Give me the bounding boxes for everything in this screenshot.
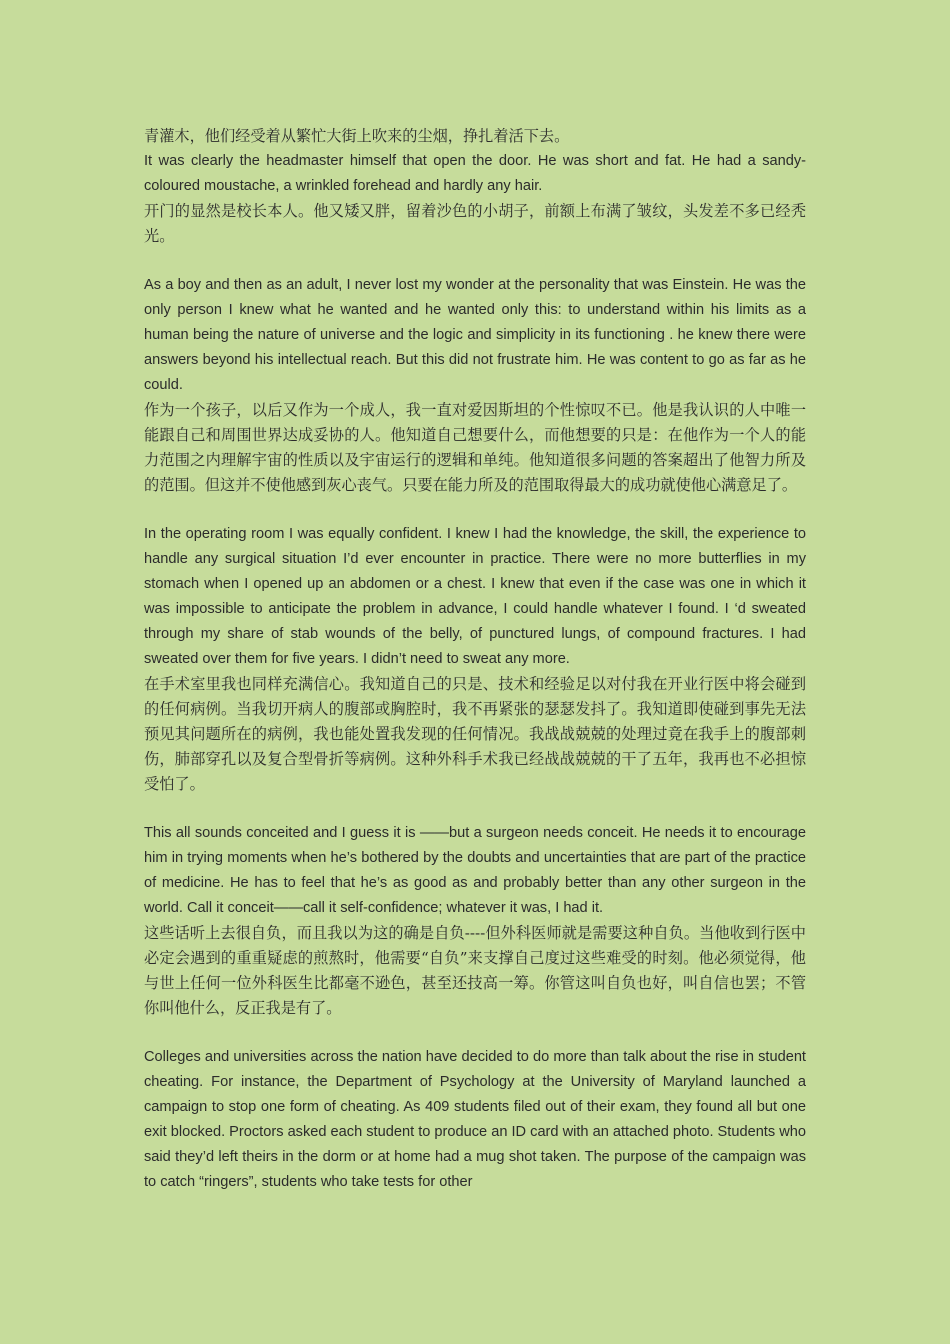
english-paragraph: This all sounds conceited and I guess it is ——but a surgeon needs conceit. He needs it to encourage him in trying moments when he’s bothered by the doubts and uncertainties that are part of the practice of medicine. He has to feel that he’s as good as and probably better than any other surgeon in the world. Call it conceit——call it self-confidence; whatever it was, I had it. (144, 825, 806, 916)
passage-cheating (144, 1045, 806, 1195)
passage-conceit (144, 821, 806, 1021)
english-paragraph: Colleges and universities across the nation have decided to do more than talk about the rise in student cheating. For instance, the Department of Psychology at the University of Maryland launched a campaign to stop one form of cheating. As 409 students filed out of their exam, they found all but one exit blocked. Proctors asked each student to produce an ID card with an attached photo. Students who said they’d left theirs in the dorm or at home had a mug shot taken. The purpose of the campaign was to catch “ringers”, students who take tests for other (144, 1049, 806, 1190)
chinese-translation: 作为一个孩子，以后又作为一个成人，我一直对爱因斯坦的个性惊叹不已。他是我认识的人中唯一能跟自己和周围世界达成妥协的人。他知道自己想要什么，而他想要的只是：在他作为一个人的能力范围之内理解宇宙的性质以及宇宙运行的逻辑和单纯。他知道很多问题的答案超出了他智力所及的范围。但这并不使他感到灰心丧气。只要在能力所及的范围取得最大的成功就使他心满意足了。 (144, 401, 806, 494)
english-paragraph: It was clearly the headmaster himself that open the door. He was short and fat. He had a sandy-coloured moustache, a wrinkled forehead and hardly any hair. (144, 153, 806, 194)
chinese-paragraph-fragment: 青灌木，他们经受着从繁忙大街上吹来的尘烟，挣扎着活下去。 (144, 127, 570, 145)
document-page (144, 124, 806, 1219)
passage-einstein (144, 273, 806, 498)
chinese-translation: 在手术室里我也同样充满信心。我知道自己的只是、技术和经验足以对付我在开业行医中将会碰到的任何病例。当我切开病人的腹部或胸腔时，我不再紧张的瑟瑟发抖了。我知道即使碰到事先无法预见其问题所在的病例，我也能处置我发现的任何情况。我战战兢兢的处理过竟在我手上的腹部刺伤，肺部穿孔以及复合型骨折等病例。这种外科手术我已经战战兢兢的干了五年，我再也不必担惊受怕了。 (144, 675, 806, 793)
passage-operating-room (144, 522, 806, 797)
english-paragraph: As a boy and then as an adult, I never lost my wonder at the personality that was Einstein. He was the only person I knew what he wanted and he wanted only this: to understand within his limits as a human being the nature of universe and the logic and simplicity in its functioning . he knew there were answers beyond his intellectual reach. But this did not frustrate him. He was content to go as far as he could. (144, 277, 806, 393)
chinese-translation: 这些话听上去很自负，而且我以为这的确是自负----但外科医师就是需要这种自负。当他收到行医中必定会遇到的重重疑虑的煎熬时，他需要“自负”来支撑自己度过这些难受的时刻。他必须觉得，他与世上任何一位外科医生比都毫不逊色，甚至还技高一筹。你管这叫自负也好，叫自信也罢；不管你叫他什么，反正我是有了。 (144, 924, 806, 1017)
chinese-translation: 开门的显然是校长本人。他又矮又胖，留着沙色的小胡子，前额上布满了皱纹，头发差不多已经秃光。 (144, 202, 806, 245)
english-paragraph: In the operating room I was equally confident. I knew I had the knowledge, the skill, the experience to handle any surgical situation I’d ever encounter in practice. There were no more butterflies in my stomach when I opened up an abdomen or a chest. I knew that even if the case was one in which it was impossible to anticipate the problem in advance, I could handle whatever I found. I ‘d sweated through my share of stab wounds of the belly, of punctured lungs, of compound fractures. I had sweated over them for five years. I didn’t need to sweat any more. (144, 526, 806, 667)
passage-headmaster (144, 124, 806, 249)
